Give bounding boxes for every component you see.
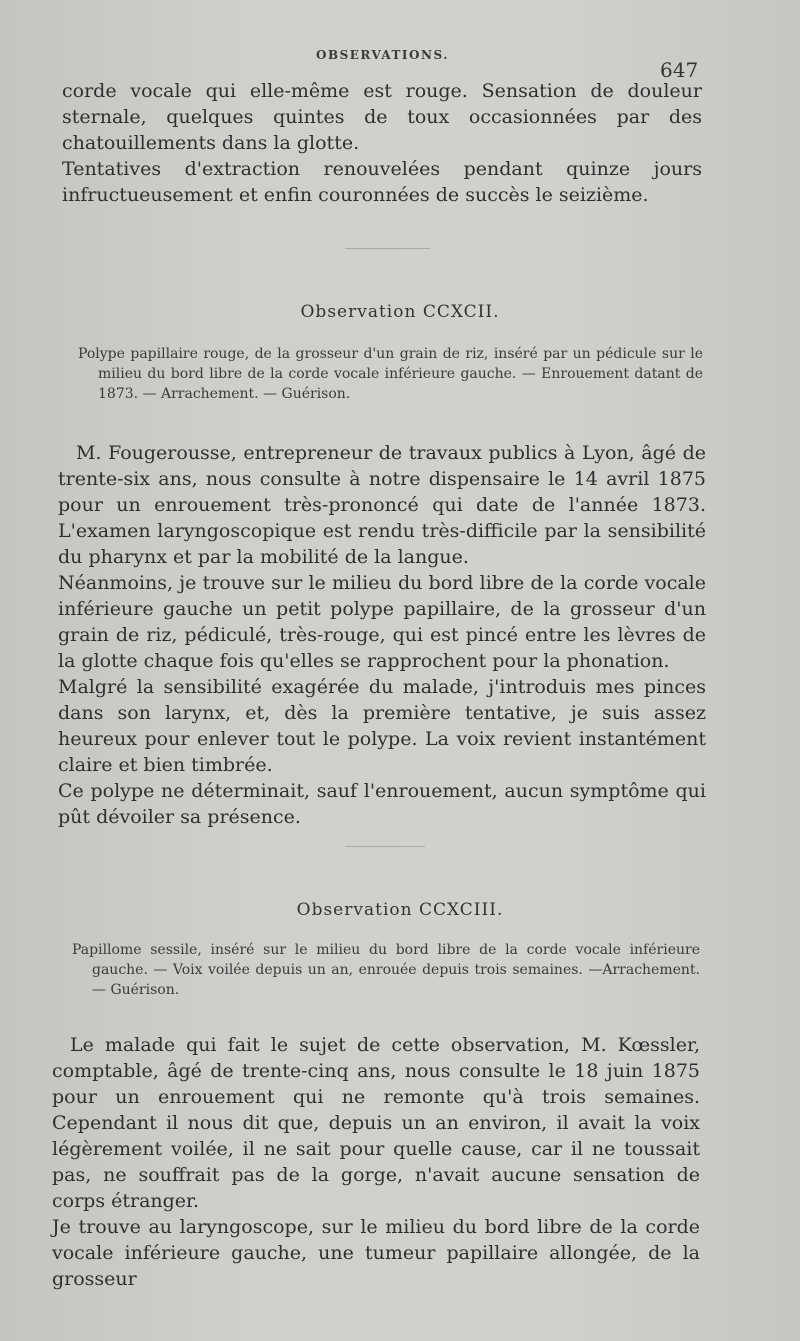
paragraph: Je trouve au laryngoscope, sur le milieu du bord libre de la corde vocale inférieure gauche, une tumeur papillaire allongée, de la grosseur <box>52 1216 700 1290</box>
continued-text <box>62 78 702 208</box>
paragraph: Le malade qui fait le sujet de cette observation, M. Kœssler, comptable, âgé de trente-cinq ans, nous consulte le 18 juin 1875 pour un enrouement qui ne remonte qu'à trois semaines. Cependant il nous dit que, depuis un an environ, il avait la voix légèrement voilée, il ne sait pour quelle cause, car il ne toussait pas, ne souffrait pas de la gorge, n'avait aucune sensation de corps étranger. <box>52 1034 700 1212</box>
paragraph: Malgré la sensibilité exagérée du malade, j'introduis mes pinces dans son larynx, et, dès la première tentative, je suis assez heureux pour enlever tout le polype. La voix revient instantément claire et bien timbrée. <box>58 676 706 776</box>
observation-summary <box>78 344 703 404</box>
paragraph: M. Fougerousse, entrepreneur de travaux publics à Lyon, âgé de trente-six ans, nous consulte à notre dispensaire le 14 avril 1875 pour un enrouement très-prononcé qui date de l'année 1873. L'examen laryngoscopique est rendu très-difficile par la sensibilité du pharynx et par la mobilité de la langue. <box>58 442 706 568</box>
observation-summary <box>72 940 700 1000</box>
paragraph: Ce polype ne déterminait, sauf l'enrouement, aucun symptôme qui pût dévoiler sa présence. <box>58 780 706 828</box>
section-divider <box>345 248 430 249</box>
page-number: 647 <box>660 58 699 82</box>
observation-title: Observation CCXCIII. <box>296 900 504 920</box>
summary-text: Papillome sessile, inséré sur le milieu du bord libre de la corde vocale inférieure gauche. — Voix voilée depuis un an, enrouée depuis trois semaines. —Arrachement. — Guérison. <box>72 942 700 998</box>
section-divider <box>345 846 425 847</box>
observation-title: Observation CCXCII. <box>300 302 500 322</box>
paragraph: Tentatives d'extraction renouvelées pendant quinze jours infructueusement et enfin couronnées de succès le seizième. <box>62 158 702 206</box>
observation-body <box>52 1032 700 1292</box>
running-head: OBSERVATIONS. <box>316 48 449 62</box>
observation-body <box>58 440 706 830</box>
page-header <box>0 44 800 82</box>
summary-text: Polype papillaire rouge, de la grosseur d'un grain de riz, inséré par un pédicule sur le milieu du bord libre de la corde vocale inférieure gauche. — Enrouement datant de 1873. — Arrachement. — Guérison. <box>78 346 703 402</box>
paragraph: Néanmoins, je trouve sur le milieu du bord libre de la corde vocale inférieure gauche un petit polype papillaire, de la grosseur d'un grain de riz, pédiculé, très-rouge, qui est pincé entre les lèvres de la glotte chaque fois qu'elles se rapprochent pour la phonation. <box>58 572 706 672</box>
paragraph: corde vocale qui elle-même est rouge. Sensation de douleur sternale, quelques quintes de toux occasionnées par des chatouillements dans la glotte. <box>62 80 702 154</box>
